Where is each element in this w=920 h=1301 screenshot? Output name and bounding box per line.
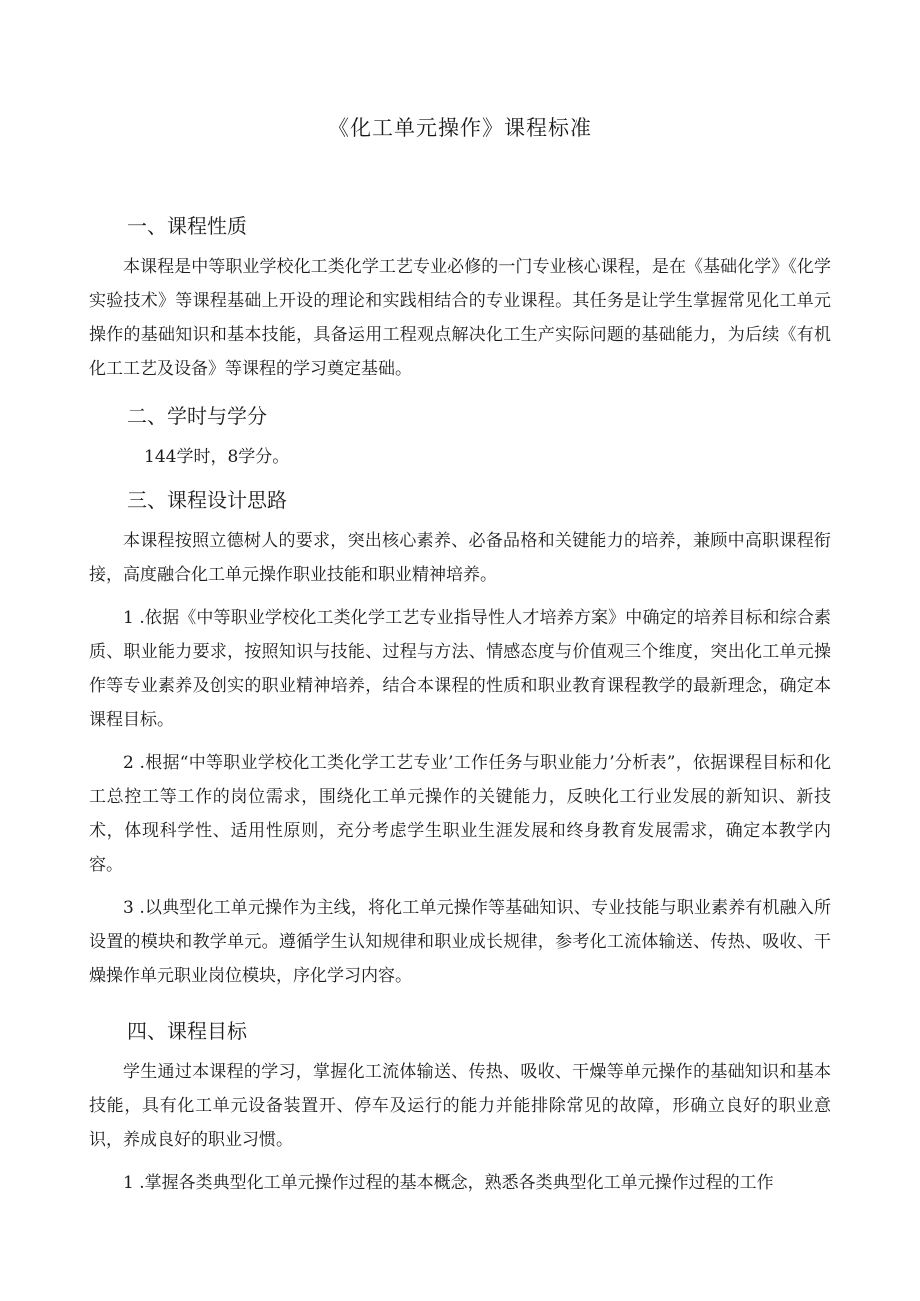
section-heading-course-nature: 一、课程性质 xyxy=(127,214,247,238)
numbered-paragraph: 1 .依据《中等职业学校化工类化学工艺专业指导性人才培养方案》中确定的培养目标和综合素质、职业能力要求，按照知识与技能、过程与方法、情感态度与价值观三个维度，突出化工单元操作等专业素养及创实的职业精神培养，结合本课程的性质和职业教育课程教学的最新理念，确定本课程目标。 xyxy=(89,608,831,730)
document-body xyxy=(89,206,831,1200)
numbered-paragraph: 3 .以典型化工单元操作为主线，将化工单元操作等基础知识、专业技能与职业素养有机融入所设置的模块和教学单元。遵循学生认知规律和职业成长规律，参考化工流体输送、传热、吸收、干燥操作单元职业岗位模块，序化学习内容。 xyxy=(89,898,831,986)
document-title: 《化工单元操作》课程标准 xyxy=(328,116,592,140)
paragraph: 本课程是中等职业学校化工类化学工艺专业必修的一门专业核心课程，是在《基础化学》《化学实验技术》等课程基础上开设的理论和实践相结合的专业课程。其任务是让学生掌握常见化工单元操作的基础知识和基本技能，具备运用工程观点解决化工生产实际问题的基础能力，为后续《有机化工工艺及设备》等课程的学习奠定基础。 xyxy=(89,257,831,379)
numbered-paragraph: 1 .掌握各类典型化工单元操作过程的基本概念，熟悉各类典型化工单元操作过程的工作 xyxy=(123,1173,774,1193)
paragraph: 学生通过本课程的学习，掌握化工流体输送、传热、吸收、干燥等单元操作的基础知识和基本技能，具有化工单元设备装置开、停车及运行的能力并能排除常见的故障，形确立良好的职业意识，养成良好的职业习惯。 xyxy=(89,1062,831,1150)
paragraph: 本课程按照立德树人的要求，突出核心素养、必备品格和关键能力的培养，兼顾中高职课程衔接，高度融合化工单元操作职业技能和职业精神培养。 xyxy=(89,531,831,585)
paragraph: 144学时，8学分。 xyxy=(144,447,290,467)
section-heading-design-approach: 三、课程设计思路 xyxy=(127,488,287,512)
section-heading-hours-credits: 二、学时与学分 xyxy=(127,404,267,428)
section-heading-course-objectives: 四、课程目标 xyxy=(127,1019,247,1043)
numbered-paragraph: 2 .根据“中等职业学校化工类化学工艺专业’工作任务与职业能力’分析表”，依据课程目标和化工总控工等工作的岗位需求，围绕化工单元操作的关键能力，反映化工行业发展的新知识、新技术，体现科学性、适用性原则，充分考虑学生职业生涯发展和终身教育发展需求，确定本教学内容。 xyxy=(89,753,831,875)
